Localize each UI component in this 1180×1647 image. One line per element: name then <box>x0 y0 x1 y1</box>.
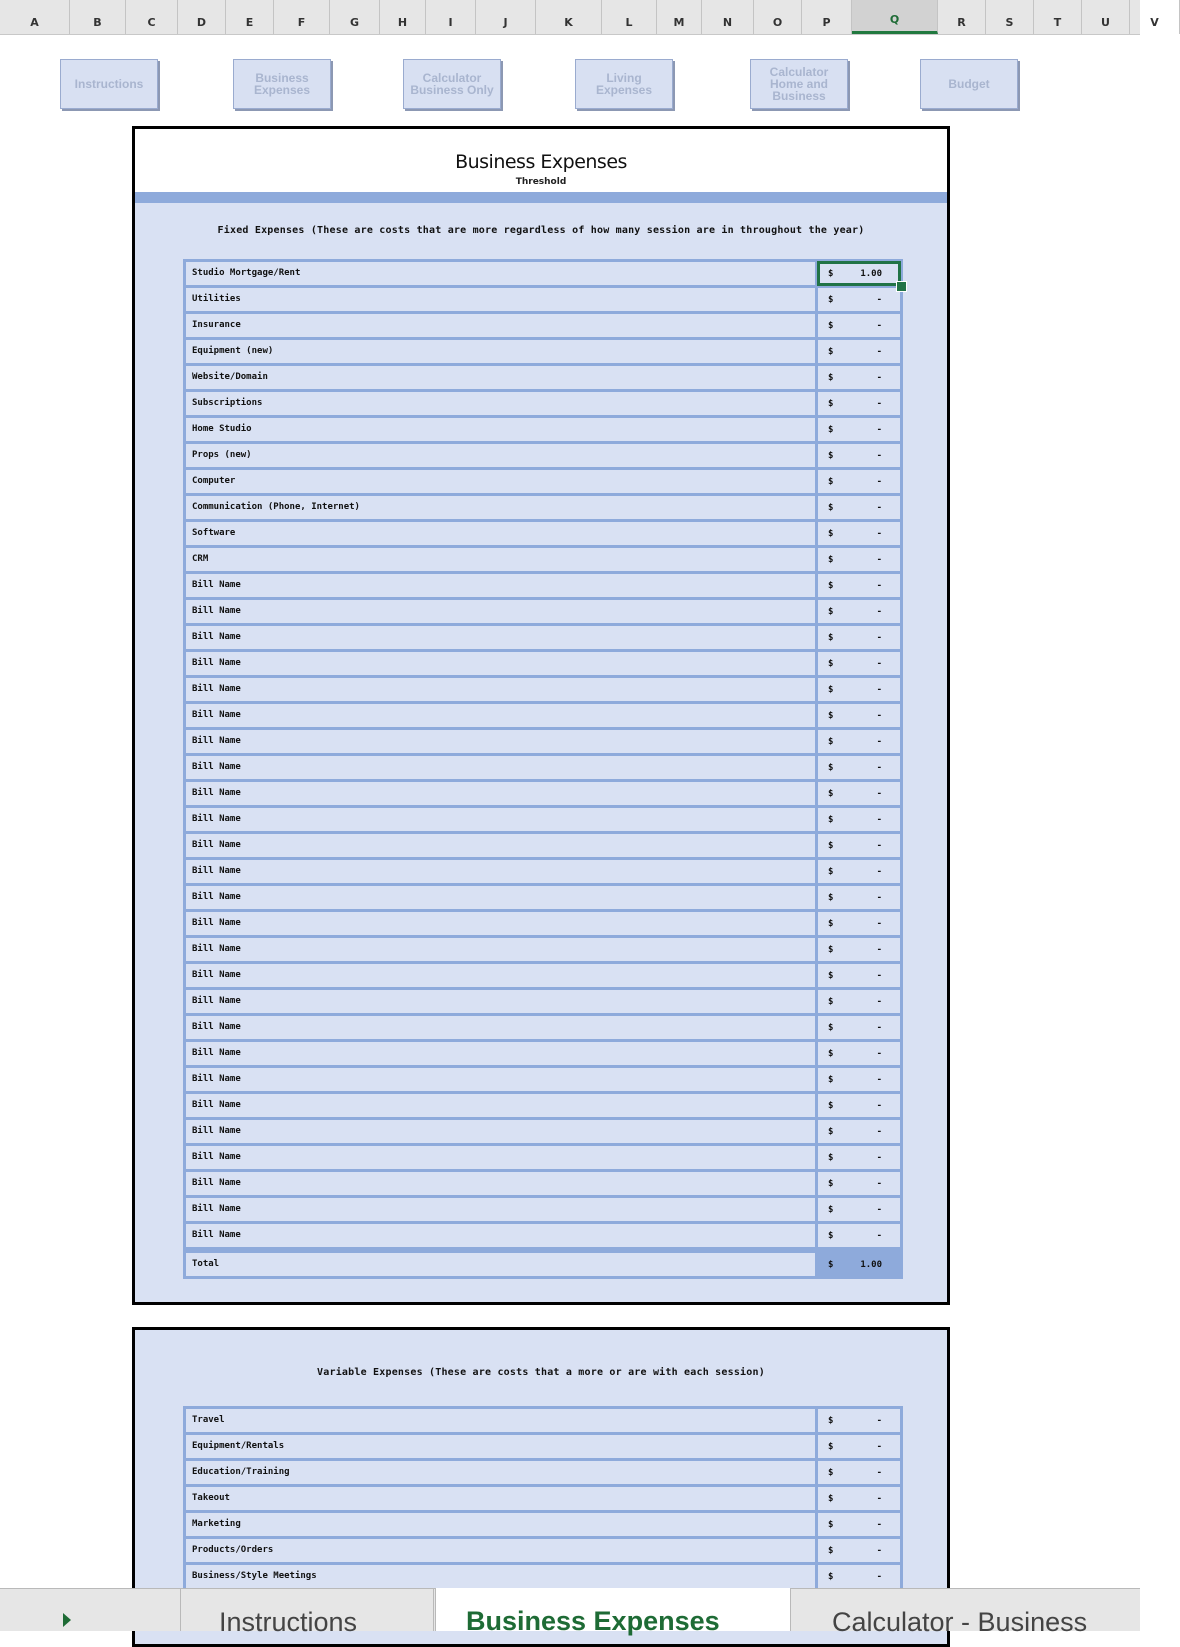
column-header-c[interactable]: C <box>126 0 178 34</box>
variable-expenses-heading: Variable Expenses (These are costs that a more or are with each session) <box>317 1367 765 1378</box>
fixed-expenses-heading: Fixed Expenses (These are costs that are more regardless of how many session are in throughout the year) <box>217 225 865 236</box>
expense-value-cell[interactable] <box>818 288 900 311</box>
table-row <box>186 1146 900 1172</box>
table-row <box>186 1198 900 1224</box>
currency-symbol: $ <box>828 944 834 955</box>
currency-symbol: $ <box>828 1048 834 1059</box>
table-row <box>186 1068 900 1094</box>
expense-value-cell[interactable] <box>818 314 900 337</box>
currency-symbol: $ <box>828 762 834 773</box>
panel-header <box>135 129 947 192</box>
expense-label-cell[interactable]: Bill Name <box>186 912 818 935</box>
expense-value-cell[interactable] <box>818 938 900 961</box>
expense-value-cell[interactable] <box>818 912 900 935</box>
currency-symbol: $ <box>828 606 834 617</box>
column-header-g[interactable]: G <box>330 0 380 34</box>
currency-symbol: $ <box>828 450 834 461</box>
expense-amount: - <box>876 970 882 981</box>
column-header-f[interactable]: F <box>274 0 330 34</box>
fill-handle[interactable] <box>896 281 907 292</box>
column-header-t[interactable]: T <box>1034 0 1082 34</box>
expense-amount: - <box>876 502 882 513</box>
expense-amount: - <box>876 684 882 695</box>
expense-value-cell[interactable] <box>818 886 900 909</box>
table-row <box>186 392 900 418</box>
currency-symbol: $ <box>828 1230 834 1241</box>
expense-label-cell[interactable]: Bill Name <box>186 1146 818 1169</box>
total-value-cell[interactable] <box>818 1253 900 1276</box>
expense-label-cell[interactable]: Bill Name <box>186 938 818 961</box>
currency-symbol: $ <box>828 398 834 409</box>
column-header-b[interactable]: B <box>70 0 126 34</box>
expense-value-cell[interactable] <box>818 652 900 675</box>
table-row <box>186 574 900 600</box>
expense-label-cell[interactable]: Bill Name <box>186 1198 818 1221</box>
table-row <box>186 1409 900 1435</box>
expense-label-cell[interactable]: CRM <box>186 548 818 571</box>
living-expenses-button[interactable]: Living Expenses <box>575 59 673 109</box>
column-header-m[interactable]: M <box>657 0 702 34</box>
expense-value-cell[interactable] <box>818 1224 900 1247</box>
expense-value-cell[interactable] <box>818 1172 900 1195</box>
expense-amount: - <box>876 424 882 435</box>
table-row <box>186 444 900 470</box>
expense-label-cell[interactable]: Bill Name <box>186 652 818 675</box>
table-row <box>186 1094 900 1120</box>
column-header-v[interactable]: V <box>1130 0 1180 34</box>
expense-label-cell[interactable]: Bill Name <box>186 1172 818 1195</box>
expense-amount: - <box>876 346 882 357</box>
expense-label-cell[interactable]: Bill Name <box>186 1016 818 1039</box>
expense-value-cell[interactable] <box>818 470 900 493</box>
expense-value-cell[interactable] <box>818 1146 900 1169</box>
total-label[interactable]: Total <box>186 1253 818 1276</box>
column-header-p[interactable]: P <box>802 0 852 34</box>
expense-label-cell[interactable]: Takeout <box>186 1487 818 1510</box>
table-row <box>186 366 900 392</box>
expense-amount: - <box>876 398 882 409</box>
expense-amount: - <box>876 450 882 461</box>
expense-amount: - <box>876 814 882 825</box>
expense-value-cell[interactable] <box>818 626 900 649</box>
currency-symbol: $ <box>828 1493 834 1504</box>
expense-value-cell[interactable] <box>818 340 900 363</box>
expense-value-cell[interactable] <box>818 964 900 987</box>
expense-amount: - <box>876 1100 882 1111</box>
table-row <box>186 314 900 340</box>
expense-amount: - <box>876 1230 882 1241</box>
table-row <box>186 938 900 964</box>
table-row <box>186 1513 900 1539</box>
expense-label-cell[interactable]: Bill Name <box>186 574 818 597</box>
currency-symbol: $ <box>828 658 834 669</box>
expense-amount: - <box>876 658 882 669</box>
expense-amount: - <box>876 1152 882 1163</box>
expense-amount: - <box>876 1048 882 1059</box>
expense-amount: - <box>876 944 882 955</box>
expense-value-cell[interactable] <box>818 834 900 857</box>
expense-amount: - <box>876 580 882 591</box>
table-row <box>186 730 900 756</box>
expense-label-cell[interactable]: Business/Style Meetings <box>186 1565 818 1588</box>
table-row <box>186 1224 900 1247</box>
column-header-s[interactable]: S <box>986 0 1034 34</box>
table-row <box>186 418 900 444</box>
expense-label-cell[interactable]: Insurance <box>186 314 818 337</box>
column-header-e[interactable]: E <box>226 0 274 34</box>
column-header-a[interactable]: A <box>0 0 70 34</box>
expense-label-cell[interactable]: Equipment/Rentals <box>186 1435 818 1458</box>
expense-value-cell[interactable] <box>818 1513 900 1536</box>
expense-value-cell[interactable] <box>818 574 900 597</box>
expense-value-cell[interactable] <box>818 496 900 519</box>
expense-amount: - <box>876 632 882 643</box>
column-header-h[interactable]: H <box>380 0 426 34</box>
column-header-strip <box>0 0 1159 35</box>
table-row <box>186 912 900 938</box>
expense-label-cell[interactable]: Computer <box>186 470 818 493</box>
expense-label-cell[interactable]: Website/Domain <box>186 366 818 389</box>
table-row <box>186 626 900 652</box>
table-row <box>186 756 900 782</box>
currency-symbol: $ <box>828 580 834 591</box>
expense-amount: - <box>876 1519 882 1530</box>
fixed-expenses-table <box>183 259 903 1250</box>
table-row <box>186 808 900 834</box>
expense-amount: - <box>876 1022 882 1033</box>
column-header-u[interactable]: U <box>1082 0 1130 34</box>
table-row <box>186 600 900 626</box>
expense-value-cell[interactable] <box>818 1539 900 1562</box>
table-row <box>186 1120 900 1146</box>
expense-label-cell[interactable]: Bill Name <box>186 808 818 831</box>
column-header-k[interactable]: K <box>536 0 602 34</box>
expense-label-cell[interactable]: Bill Name <box>186 678 818 701</box>
expense-value-cell[interactable] <box>818 1016 900 1039</box>
currency-symbol: $ <box>828 1545 834 1556</box>
expense-value-cell[interactable] <box>818 366 900 389</box>
tab-calculator-business[interactable]: Calculator - Business <box>832 1607 1088 1637</box>
expense-value-cell[interactable] <box>818 1461 900 1484</box>
table-row <box>186 288 900 314</box>
expense-amount: - <box>876 372 882 383</box>
expense-label-cell[interactable]: Bill Name <box>186 834 818 857</box>
expense-amount: - <box>876 1415 882 1426</box>
column-header-n[interactable]: N <box>702 0 754 34</box>
business-expenses-button[interactable]: Business Expenses <box>233 59 331 109</box>
table-row <box>186 678 900 704</box>
expense-amount: - <box>876 606 882 617</box>
expense-label-cell[interactable]: Bill Name <box>186 626 818 649</box>
currency-symbol: $ <box>828 710 834 721</box>
page-subtitle: Threshold <box>515 177 567 187</box>
expense-amount: - <box>876 788 882 799</box>
expense-label-cell[interactable]: Utilities <box>186 288 818 311</box>
expense-label-cell[interactable]: Bill Name <box>186 600 818 623</box>
expense-label-cell[interactable]: Bill Name <box>186 1120 818 1143</box>
expense-label-cell[interactable]: Home Studio <box>186 418 818 441</box>
currency-symbol: $ <box>828 892 834 903</box>
expense-value-cell[interactable] <box>818 1120 900 1143</box>
currency-symbol: $ <box>828 814 834 825</box>
expense-amount: - <box>876 762 882 773</box>
expense-label-cell[interactable]: Bill Name <box>186 990 818 1013</box>
currency-symbol: $ <box>828 1126 834 1137</box>
sheet-tabs-bar <box>0 1588 1140 1637</box>
expense-amount: - <box>876 892 882 903</box>
table-row <box>186 782 900 808</box>
table-row <box>186 964 900 990</box>
expense-value-cell[interactable] <box>818 1565 900 1588</box>
column-header-d[interactable]: D <box>178 0 226 34</box>
expense-label-cell[interactable]: Props (new) <box>186 444 818 467</box>
currency-symbol: $ <box>828 840 834 851</box>
table-row <box>186 470 900 496</box>
expense-label-cell[interactable]: Bill Name <box>186 1042 818 1065</box>
expense-value-cell[interactable] <box>818 522 900 545</box>
page-title: Business Expenses <box>455 151 627 173</box>
expense-amount: - <box>876 1074 882 1085</box>
expense-label-cell[interactable]: Studio Mortgage/Rent <box>186 262 818 285</box>
table-row <box>186 652 900 678</box>
expense-amount: - <box>876 1204 882 1215</box>
total-row <box>183 1250 903 1279</box>
table-row <box>186 860 900 886</box>
expense-value-cell[interactable] <box>818 392 900 415</box>
expense-label-cell[interactable]: Marketing <box>186 1513 818 1536</box>
column-header-j[interactable]: J <box>476 0 536 34</box>
expense-label-cell[interactable]: Bill Name <box>186 730 818 753</box>
table-row <box>186 262 900 288</box>
calculator-business-only-button[interactable]: Calculator Business Only <box>403 59 501 109</box>
table-row <box>186 990 900 1016</box>
expense-amount: - <box>876 476 882 487</box>
expense-label-cell[interactable]: Software <box>186 522 818 545</box>
currency-symbol: $ <box>828 320 834 331</box>
expense-value-cell[interactable] <box>818 704 900 727</box>
table-row <box>186 522 900 548</box>
currency-symbol: $ <box>828 424 834 435</box>
instructions-button[interactable]: Instructions <box>60 59 158 109</box>
expense-amount: - <box>876 294 882 305</box>
currency-symbol: $ <box>828 970 834 981</box>
calculator-home-and-business-button[interactable]: Calculator Home and Business <box>750 59 848 109</box>
budget-button[interactable]: Budget <box>920 59 1018 109</box>
expense-amount: - <box>876 528 882 539</box>
column-header-i[interactable]: I <box>426 0 476 34</box>
expense-value-cell[interactable] <box>818 418 900 441</box>
expense-value-cell[interactable] <box>818 782 900 805</box>
active-value-cell[interactable] <box>818 262 900 285</box>
currency-symbol: $ <box>828 1441 834 1452</box>
total-value: 1.00 <box>860 1259 882 1270</box>
currency-symbol: $ <box>828 1467 834 1478</box>
expense-amount: - <box>876 1441 882 1452</box>
currency-symbol: $ <box>828 372 834 383</box>
expense-value-cell[interactable] <box>818 808 900 831</box>
expense-label-cell[interactable]: Education/Training <box>186 1461 818 1484</box>
expense-amount: - <box>876 710 882 721</box>
table-row <box>186 548 900 574</box>
expense-amount: - <box>876 996 882 1007</box>
currency-symbol: $ <box>828 1152 834 1163</box>
expense-value-cell[interactable] <box>818 990 900 1013</box>
expense-value-cell[interactable] <box>818 1068 900 1091</box>
table-row <box>186 1539 900 1565</box>
currency-symbol: $ <box>828 1259 834 1270</box>
expense-amount: - <box>876 1178 882 1189</box>
fixed-expenses-panel <box>132 126 950 1305</box>
column-header-o[interactable]: O <box>754 0 802 34</box>
table-row <box>186 1487 900 1513</box>
table-row <box>186 1461 900 1487</box>
expense-value-cell[interactable] <box>818 678 900 701</box>
expense-amount: - <box>876 866 882 877</box>
expense-label-cell[interactable]: Bill Name <box>186 1068 818 1091</box>
table-row <box>186 1172 900 1198</box>
tab-instructions[interactable]: Instructions <box>181 1589 434 1631</box>
currency-symbol: $ <box>828 346 834 357</box>
currency-symbol: $ <box>828 1178 834 1189</box>
currency-symbol: $ <box>828 1571 834 1582</box>
expense-value-cell[interactable] <box>818 548 900 571</box>
table-row <box>186 1016 900 1042</box>
title-underline-bar <box>135 192 947 203</box>
expense-value-cell[interactable] <box>818 1094 900 1117</box>
expense-amount: - <box>876 918 882 929</box>
expense-amount: - <box>876 1467 882 1478</box>
expense-label-cell[interactable]: Bill Name <box>186 782 818 805</box>
expense-value-cell[interactable] <box>818 1487 900 1510</box>
currency-symbol: $ <box>828 736 834 747</box>
table-row <box>186 496 900 522</box>
currency-symbol: $ <box>828 1204 834 1215</box>
expense-value-cell[interactable] <box>818 1435 900 1458</box>
currency-symbol: $ <box>828 268 834 279</box>
currency-symbol: $ <box>828 1519 834 1530</box>
variable-expenses-table <box>183 1406 903 1591</box>
expense-label-cell[interactable]: Bill Name <box>186 860 818 883</box>
currency-symbol: $ <box>828 632 834 643</box>
currency-symbol: $ <box>828 554 834 565</box>
expense-amount: - <box>876 1493 882 1504</box>
currency-symbol: $ <box>828 684 834 695</box>
expense-label-cell[interactable]: Communication (Phone, Internet) <box>186 496 818 519</box>
expense-label-cell[interactable]: Bill Name <box>186 704 818 727</box>
currency-symbol: $ <box>828 1100 834 1111</box>
table-row <box>186 886 900 912</box>
currency-symbol: $ <box>828 1415 834 1426</box>
currency-symbol: $ <box>828 294 834 305</box>
table-row <box>186 704 900 730</box>
expense-label-cell[interactable]: Equipment (new) <box>186 340 818 363</box>
expense-value-cell[interactable] <box>818 600 900 623</box>
expense-label-cell[interactable]: Products/Orders <box>186 1539 818 1562</box>
currency-symbol: $ <box>828 866 834 877</box>
table-row <box>186 1042 900 1068</box>
expense-label-cell[interactable]: Travel <box>186 1409 818 1432</box>
expense-amount: - <box>876 840 882 851</box>
expense-label-cell[interactable]: Bill Name <box>186 1094 818 1117</box>
currency-symbol: $ <box>828 918 834 929</box>
expense-value-cell[interactable] <box>818 1042 900 1065</box>
expense-value-cell[interactable] <box>818 1198 900 1221</box>
expense-value-cell[interactable] <box>818 1409 900 1432</box>
tab-business-expenses[interactable]: Business Expenses <box>435 1588 791 1631</box>
expense-value-cell[interactable] <box>818 756 900 779</box>
expense-value-cell[interactable] <box>818 730 900 753</box>
table-row <box>186 340 900 366</box>
expense-label-cell[interactable]: Subscriptions <box>186 392 818 415</box>
currency-symbol: $ <box>828 1022 834 1033</box>
column-header-l[interactable]: L <box>602 0 657 34</box>
currency-symbol: $ <box>828 476 834 487</box>
expense-amount: - <box>876 1571 882 1582</box>
currency-symbol: $ <box>828 1074 834 1085</box>
expense-amount: - <box>876 736 882 747</box>
expense-amount: - <box>876 1545 882 1556</box>
scroll-tabs-right-icon[interactable] <box>63 1613 71 1627</box>
column-header-r[interactable]: R <box>938 0 986 34</box>
expense-label-cell[interactable]: Bill Name <box>186 886 818 909</box>
column-header-q[interactable]: Q <box>852 0 938 34</box>
expense-label-cell[interactable]: Bill Name <box>186 1224 818 1247</box>
expense-value-cell[interactable] <box>818 860 900 883</box>
expense-value-cell[interactable] <box>818 444 900 467</box>
expense-label-cell[interactable]: Bill Name <box>186 756 818 779</box>
table-row <box>186 1435 900 1461</box>
currency-symbol: $ <box>828 528 834 539</box>
table-row <box>186 1565 900 1588</box>
expense-amount: - <box>876 1126 882 1137</box>
currency-symbol: $ <box>828 996 834 1007</box>
table-row <box>186 834 900 860</box>
expense-amount: - <box>876 320 882 331</box>
expense-amount: - <box>876 554 882 565</box>
currency-symbol: $ <box>828 502 834 513</box>
expense-label-cell[interactable]: Bill Name <box>186 964 818 987</box>
currency-symbol: $ <box>828 788 834 799</box>
expense-amount: 1.00 <box>860 268 882 279</box>
